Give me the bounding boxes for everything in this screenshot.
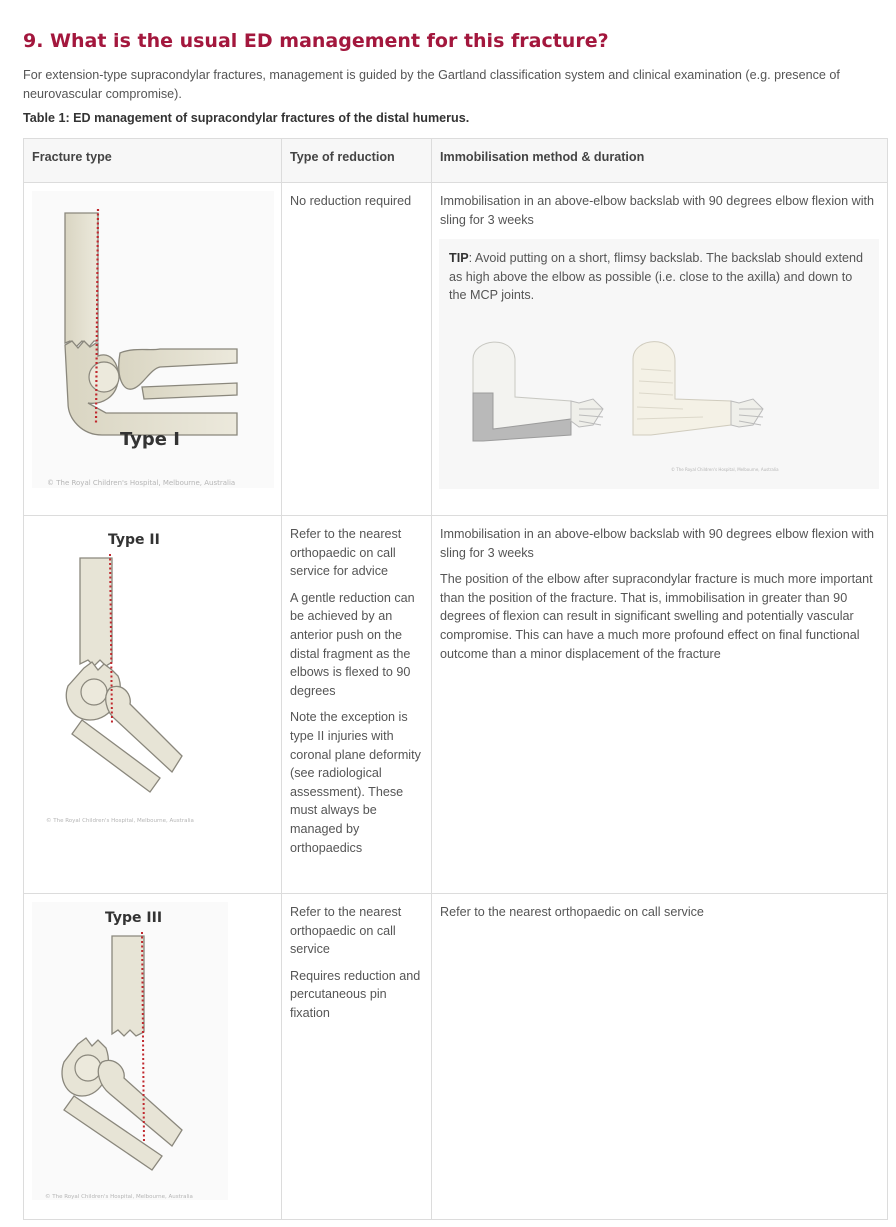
reduction-type-2-text-1: Refer to the nearest orthopaedic on call service for advice	[290, 527, 402, 579]
immobilisation-type-3-text: Refer to the nearest orthopaedic on call service	[440, 905, 704, 919]
type-2-elbow-diagram	[32, 524, 274, 824]
immobilisation-type-1-text: Immobilisation in an above-elbow backslab with 90 degrees elbow flexion with sling for 3 weeks	[440, 194, 875, 227]
type-2-copyright: © The Royal Children's Hospital, Melbourne, Australia	[46, 818, 194, 824]
header-immobilisation: Immobilisation method & duration	[432, 139, 888, 183]
table-row-type-1	[24, 183, 888, 516]
reduction-type-1-text: No reduction required	[290, 194, 412, 208]
cell-immobilisation-type-2	[432, 516, 888, 894]
management-table	[23, 138, 888, 1220]
type-2-label: Type II	[108, 532, 160, 548]
table-header-row	[24, 139, 888, 183]
immobilisation-type-2-text-2: The position of the elbow after supracondylar fracture is much more important than the position of the fracture. That is, immobilisation in greater than 90 degrees of flexion can result in significant swelling and potentially vascular compromise. This can have a much more profound effect on final functional outcome than a minor displacement of the fracture	[440, 572, 873, 661]
type-1-illustration	[32, 191, 274, 488]
cell-reduction-type-2	[282, 516, 432, 894]
type-1-label: Type I	[120, 429, 180, 450]
reduction-type-2-text-2: A gentle reduction can be achieved by an anterior push on the distal fragment as the elbows is flexed to 90 degrees	[290, 590, 415, 698]
cell-reduction-type-1	[282, 183, 432, 516]
tip-box	[439, 239, 879, 489]
cell-immobilisation-type-3	[432, 894, 888, 1220]
cell-image-type-3	[24, 894, 282, 1220]
header-reduction-type: Type of reduction	[282, 139, 432, 183]
reduction-type-3-text-1: Refer to the nearest orthopaedic on call service	[290, 905, 402, 957]
type-3-label: Type III	[105, 910, 163, 926]
table-row-type-2	[24, 516, 888, 894]
backslab-illustration	[453, 329, 873, 479]
cell-reduction-type-3	[282, 894, 432, 1220]
tip-copyright: © The Royal Children's Hospital, Melbourne, Australia	[671, 467, 779, 473]
header-fracture-type: Fracture type	[24, 139, 282, 183]
table-row-type-3	[24, 894, 888, 1220]
tip-label: TIP	[449, 251, 469, 266]
intro-paragraph: For extension-type supracondylar fractures, management is guided by the Gartland classification system and clinical examination (e.g. presence of neurovascular compromise).	[23, 68, 840, 101]
type-3-copyright: © The Royal Children's Hospital, Melbourne, Australia	[45, 1194, 193, 1200]
cell-immobilisation-type-1	[432, 183, 888, 516]
tip-body: : Avoid putting on a short, flimsy backslab. The backslab should extend as high above the elbow as possible (i.e. close to the axilla) and down to the MCP joints.	[449, 251, 863, 303]
page-heading: 9. What is the usual ED management for this fracture?	[23, 30, 609, 52]
cell-image-type-2	[24, 516, 282, 894]
tip-text	[449, 249, 869, 305]
type-3-elbow-diagram	[32, 902, 228, 1200]
immobilisation-type-2-text-1: Immobilisation in an above-elbow backslab with 90 degrees elbow flexion with sling for 3 weeks	[440, 527, 875, 560]
type-2-illustration	[32, 524, 274, 824]
reduction-type-2-text-3: Note the exception is type II injuries with coronal plane deformity (see radiological assessment). These must always be managed by orthopaedics	[290, 710, 421, 855]
type-3-illustration	[32, 902, 228, 1200]
reduction-type-3-text-2: Requires reduction and percutaneous pin fixation	[290, 968, 421, 1020]
type-1-copyright: © The Royal Children's Hospital, Melbourne, Australia	[47, 479, 236, 487]
cell-image-type-1	[24, 183, 282, 516]
table-caption: Table 1: ED management of supracondylar fractures of the distal humerus.	[23, 111, 470, 125]
